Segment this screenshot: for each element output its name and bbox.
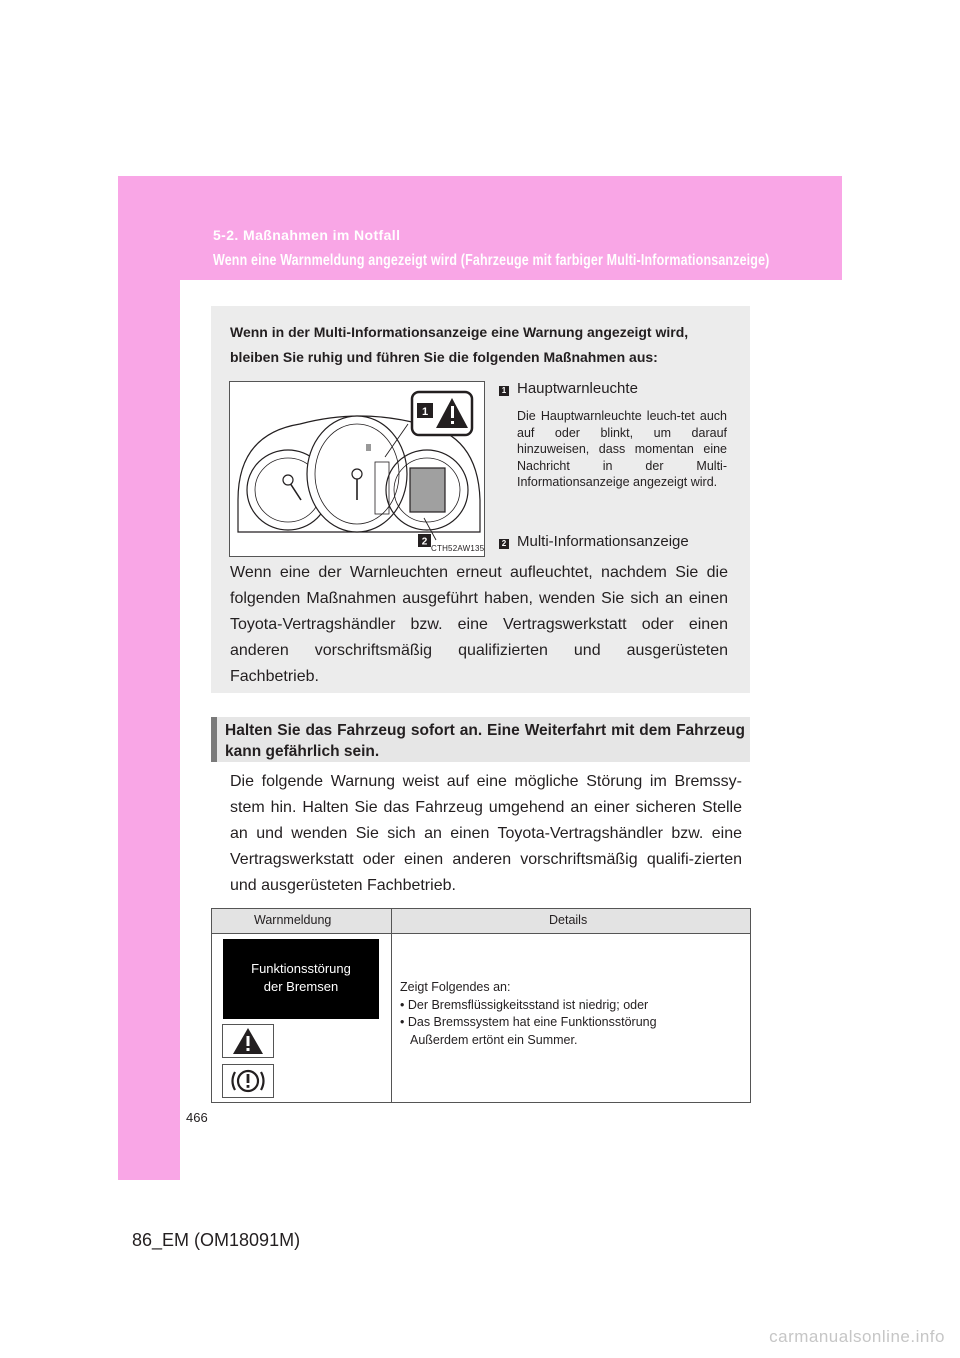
warning-table xyxy=(211,908,751,1103)
info-intro: Wenn in der Multi-Informationsanzeige eine Warnung angezeigt wird, bleiben Sie ruhig und führen Sie die folgenden Maßnahmen aus: xyxy=(230,324,689,365)
marker-2: 2 xyxy=(499,539,509,549)
warning-message-display xyxy=(223,939,379,1019)
body-paragraph: Die folgende Warnung weist auf eine mögliche Störung im Bremssy-stem hin. Halten Sie das Fahrzeug umgehend an einer sicheren Stelle an und wenden Sie sich an einen Toyota-Vertragshändler bzw. eine Vertragswerkstatt oder einen anderen vorschriftsmäßig qualifi-zierten und ausgerüsteten Fachbetrieb. xyxy=(230,773,742,894)
side-band xyxy=(118,280,180,1180)
table-header xyxy=(212,909,750,934)
brake-warning-icon xyxy=(223,1065,273,1097)
marker-2-label: 2 xyxy=(421,536,428,548)
item-1-heading: Hauptwarnleuchte xyxy=(517,380,638,397)
brake-warning-icon-box xyxy=(222,1064,274,1098)
header-details: Details xyxy=(549,913,588,927)
details-item-1: • Der Bremsflüssigkeitsstand ist niedrig; oder xyxy=(400,997,649,1012)
details-cell xyxy=(400,979,740,1049)
page-number: 466 xyxy=(186,1110,208,1125)
header-warnmeldung: Warnmeldung xyxy=(254,913,332,927)
warning-triangle-icon xyxy=(223,1025,273,1057)
message-line-1: Funktionsstörung xyxy=(251,961,351,976)
info-paragraph: Wenn eine der Warnleuchten erneut aufleuchtet, nachdem Sie die folgenden Maßnahmen ausgeführt haben, wenden Sie sich an einen Toyota-Vertragshändler bzw. eine Vertragswerkstatt oder einen anderen vorschriftsmäßig qualifizierten und ausgerüsteten Fachbetrieb. xyxy=(230,564,728,685)
page-subtitle: Wenn eine Warnmeldung angezeigt wird (Fahrzeuge mit farbiger Multi-Informationsanzeige) xyxy=(213,252,770,269)
details-note: Außerdem ertönt ein Summer. xyxy=(410,1032,578,1047)
instrument-cluster-drawing xyxy=(230,382,484,556)
message-line-2: der Bremsen xyxy=(263,979,339,994)
marker-1: 1 xyxy=(499,386,509,396)
footer-code: 86_EM (OM18091M) xyxy=(132,1230,301,1250)
instrument-cluster-illustration xyxy=(229,381,485,557)
item-2-heading: Multi-Informationsanzeige xyxy=(517,533,689,550)
illustration-code: CTH52AW135 xyxy=(431,544,485,553)
details-item-2: • Das Bremssystem hat eine Funktionsstörung xyxy=(400,1015,657,1029)
item-1-description: Die Hauptwarnleuchte leuch-tet auch auf oder blinkt, um darauf hinzuweisen, dass momentan eine Nachricht in der Multi-Informationsanzeige angezeigt wird. xyxy=(517,409,727,489)
display-area xyxy=(410,468,445,512)
details-intro: Zeigt Folgendes an: xyxy=(400,980,511,994)
warning-triangle-icon-box xyxy=(222,1024,274,1058)
marker-1-label: 1 xyxy=(421,406,429,418)
column-divider xyxy=(391,909,392,1102)
section-title: 5-2. Maßnahmen im Notfall xyxy=(213,227,401,243)
warning-heading: Halten Sie das Fahrzeug sofort an. Eine Weiterfahrt mit dem Fahrzeug kann gefährlich sein. xyxy=(225,722,745,760)
watermark: carmanualsonline.info xyxy=(769,1327,945,1346)
